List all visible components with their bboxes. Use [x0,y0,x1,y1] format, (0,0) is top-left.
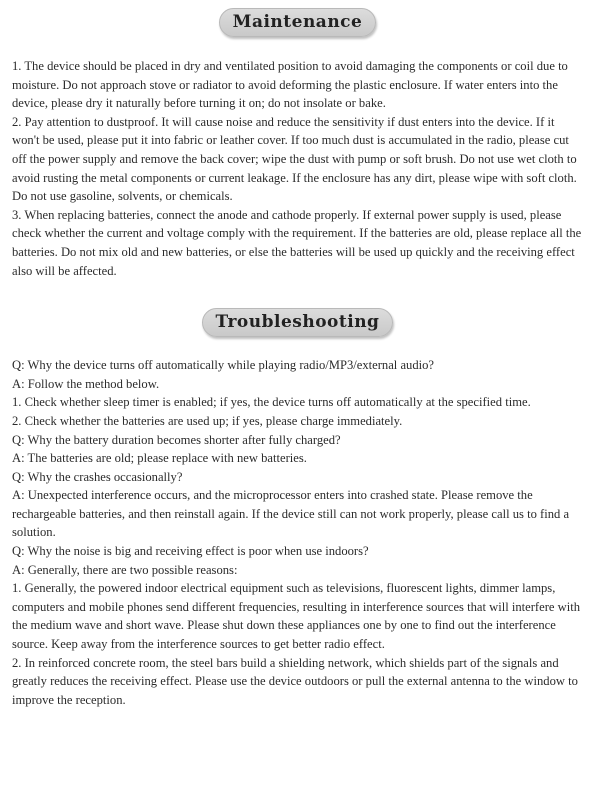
maintenance-paragraph: 1. The device should be placed in dry and ventilated position to avoid damaging the components or coil due to moisture. Do not approach stove or radiator to avoid deforming the plastic enclosure. If water enters into the device, please dry it naturally before turning it on; do not insolate or bake. [12,59,568,111]
faq-step: 1. Generally, the powered indoor electrical equipment such as televisions, fluorescent lights, dimmer lamps, computers and mobile phones send different frequencies, resulting in interference sources that will interfere with the medium wave and short wave. Please shut down these appliances one by one to find out the interference source. Keep away from the interference sources to get better radio effect. [12,581,581,652]
maintenance-heading-wrap [12,0,583,37]
faq-question: Q: Why the noise is big and receiving effect is poor when use indoors? [12,544,369,559]
maintenance-paragraph: 2. Pay attention to dustproof. It will cause noise and reduce the sensitivity if dust enters into the device. If it won't be used, please put it into fabric or leather cover. If too much dust is accumulated in the radio, please cut off the power supply and remove the back cover; wipe the dust with pump or soft brush. Do not use wet cloth to avoid rusting the metal components or current leakage. If the enclosure has any dirt, please wipe with soft cloth. Do not use gasoline, solvents, or chemicals. [12,114,577,204]
troubleshooting-heading: Troubleshooting [202,308,394,337]
faq-answer: A: Generally, there are two possible reasons: [12,562,238,577]
faq-step: 2. In reinforced concrete room, the steel bars build a shielding network, which shields part of the signals and greatly reduces the receiving effect. Please use the device outdoors or pull the external antenna to the window to improve the reception. [12,655,578,707]
maintenance-heading: Maintenance [219,8,377,37]
troubleshooting-heading-wrap [12,280,583,337]
faq-step: 2. Check whether the batteries are used up; if yes, please charge immediately. [12,413,403,428]
faq-step: 1. Check whether sleep timer is enabled; if yes, the device turns off automatically at the specified time. [12,395,531,410]
maintenance-section [12,0,583,280]
faq-question: Q: Why the device turns off automatically while playing radio/MP3/external audio? [12,358,435,373]
maintenance-body [12,57,583,280]
faq-answer: A: Unexpected interference occurs, and the microprocessor enters into crashed state. Please remove the rechargeable batteries, and then reinstall again. If the device still can not work properly, please call us to find a solution. [12,488,570,540]
maintenance-paragraph: 3. When replacing batteries, connect the anode and cathode properly. If external power supply is used, please check whether the current and voltage comply with the requirement. If the batteries are old, please replace all the batteries. Do not mix old and new batteries, or else the batteries will be used up quickly and the receiving effect also will be affected. [12,207,582,278]
faq-question: Q: Why the crashes occasionally? [12,469,183,484]
faq-question: Q: Why the battery duration becomes shorter after fully charged? [12,432,341,447]
faq-answer: A: Follow the method below. [12,376,160,391]
faq-answer: A: The batteries are old; please replace with new batteries. [12,451,307,466]
troubleshooting-section [12,280,583,709]
troubleshooting-body [12,356,583,709]
